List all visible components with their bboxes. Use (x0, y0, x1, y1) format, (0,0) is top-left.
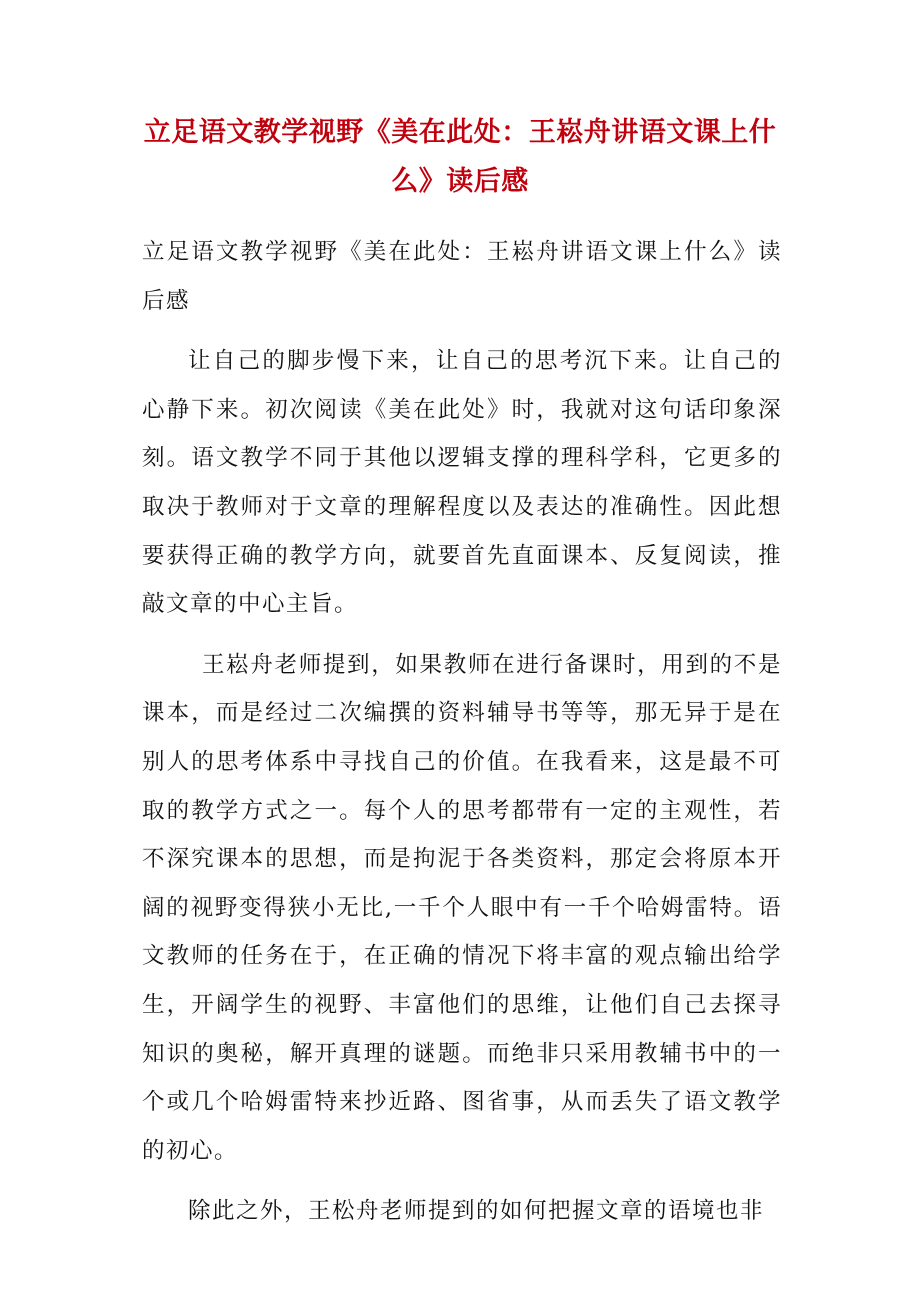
document-title: 立足语文教学视野《美在此处：王崧舟讲语文课上什么》读后感 (143, 117, 777, 197)
paragraph-3: 除此之外，王松舟老师提到的如何把握文章的语境也非 (188, 1198, 765, 1225)
paragraph-2: 王崧舟老师提到，如果教师在进行备课时，用到的不是课本，而是经过二次编撰的资料辅导书等等，那无异于是在别人的思考体系中寻找自己的价值。在我看来，这是最不可取的教学方式之一。每个人的思考都带有一定的主观性，若不深究课本的思想，而是拘泥于各类资料，那定会将原本开阔的视野变得狭小无比,一千个人眼中有一千个哈姆雷特。语文教师的任务在于，在正确的情况下将丰富的观点输出给学生，开阔学生的视野、丰富他们的思维，让他们自己去探寻知识的奥秘，解开真理的谜题。而绝非只采用教辅书中的一个或几个哈姆雷特来抄近路、图省事，从而丢失了语文教学的初心。 (142, 651, 782, 1164)
document-body (142, 228, 782, 1236)
document-subtitle: 立足语文教学视野《美在此处：王崧舟讲语文课上什么》读后感 (142, 239, 782, 314)
paragraph-1: 让自己的脚步慢下来，让自己的思考沉下来。让自己的心静下来。初次阅读《美在此处》时，我就对这句话印象深刻。语文教学不同于其他以逻辑支撑的理科学科，它更多的取决于教师对于文章的理解程度以及表达的准确性。因此想要获得正确的教学方向，就要首先直面课本、反复阅读，推敲文章的中心主旨。 (142, 348, 782, 618)
